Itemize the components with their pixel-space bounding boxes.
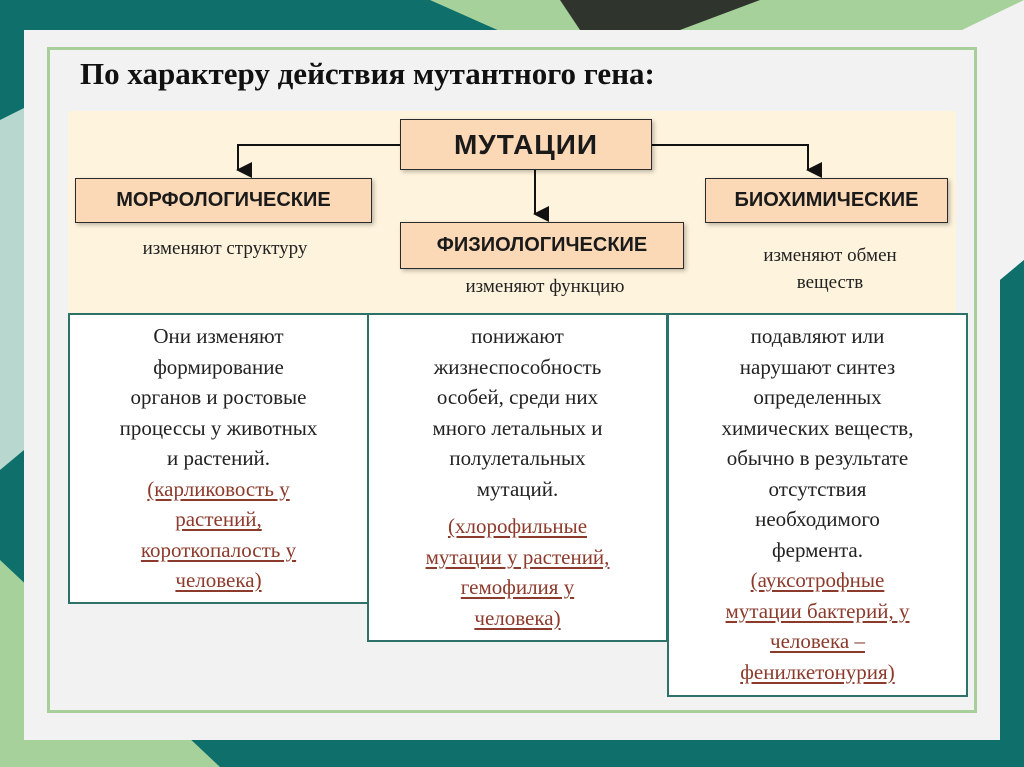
branch-note-physiological: изменяют функцию	[465, 276, 625, 297]
branch-note-biochemical: изменяют обмен веществ	[763, 245, 897, 293]
branch-label: ФИЗИОЛОГИЧЕСКИЕ	[436, 234, 648, 256]
branch-label: БИОХИМИЧЕСКИЕ	[734, 189, 919, 211]
panel-physiological	[367, 313, 668, 642]
branch-box-biochemical	[705, 178, 948, 223]
panel-example: (карликовость у растений, короткопалость у человека)	[140, 476, 297, 592]
branch-note-morphological: изменяют структуру	[142, 238, 308, 259]
panel-example: (хлорофильные мутации у растений, гемофилия у человека)	[425, 514, 610, 630]
panel-morphological	[68, 313, 369, 604]
branch-box-physiological	[400, 222, 684, 269]
panel-description: Они изменяют формирование органов и ростовые процессы у животных и растений.	[119, 324, 318, 470]
root-box-mutations	[400, 119, 652, 170]
panel-description: подавляют или нарушают синтез определенных химических веществ, обычно в результате отсутствия необходимого фермента.	[721, 324, 914, 562]
root-box-label: МУТАЦИИ	[453, 128, 598, 160]
branch-label: МОРФОЛОГИЧЕСКИЕ	[116, 189, 331, 211]
panel-example: (ауксотрофные мутации бактерий, у человека – фенилкетонурия)	[725, 568, 910, 684]
branch-box-morphological	[75, 178, 372, 223]
panel-biochemical	[667, 313, 968, 697]
panel-description: понижают жизнеспособность особей, среди них много летальных и полулетальных мутаций.	[432, 324, 603, 501]
slide-title: По характеру действия мутантного гена:	[80, 56, 655, 91]
